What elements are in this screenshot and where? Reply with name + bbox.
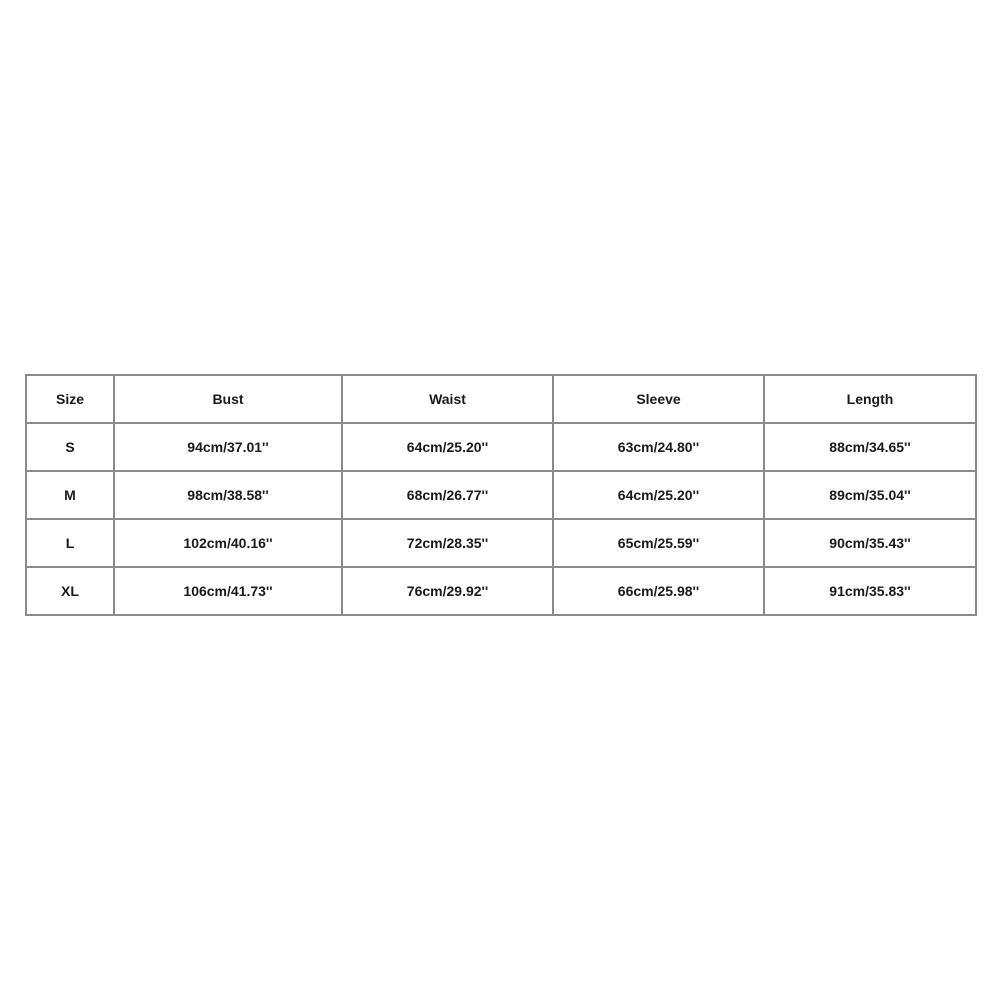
waist-cell: 76cm/29.92'': [342, 567, 553, 615]
length-cell: 89cm/35.04'': [764, 471, 976, 519]
table-row: [26, 423, 976, 471]
size-cell: XL: [26, 567, 114, 615]
waist-cell: 64cm/25.20'': [342, 423, 553, 471]
length-cell: 91cm/35.83'': [764, 567, 976, 615]
sleeve-cell: 66cm/25.98'': [553, 567, 764, 615]
waist-cell: 68cm/26.77'': [342, 471, 553, 519]
header-bust: Bust: [114, 375, 342, 423]
waist-cell: 72cm/28.35'': [342, 519, 553, 567]
bust-cell: 102cm/40.16'': [114, 519, 342, 567]
bust-cell: 98cm/38.58'': [114, 471, 342, 519]
size-chart-table: [25, 374, 977, 616]
header-size: Size: [26, 375, 114, 423]
sleeve-cell: 64cm/25.20'': [553, 471, 764, 519]
bust-cell: 94cm/37.01'': [114, 423, 342, 471]
table-row: [26, 471, 976, 519]
size-cell: S: [26, 423, 114, 471]
header-row: [26, 375, 976, 423]
length-cell: 88cm/34.65'': [764, 423, 976, 471]
sleeve-cell: 63cm/24.80'': [553, 423, 764, 471]
length-cell: 90cm/35.43'': [764, 519, 976, 567]
size-cell: M: [26, 471, 114, 519]
header-length: Length: [764, 375, 976, 423]
size-chart-header: [26, 375, 976, 423]
table-row: [26, 567, 976, 615]
header-sleeve: Sleeve: [553, 375, 764, 423]
size-cell: L: [26, 519, 114, 567]
table-row: [26, 519, 976, 567]
size-chart-body: [26, 423, 976, 615]
bust-cell: 106cm/41.73'': [114, 567, 342, 615]
sleeve-cell: 65cm/25.59'': [553, 519, 764, 567]
header-waist: Waist: [342, 375, 553, 423]
